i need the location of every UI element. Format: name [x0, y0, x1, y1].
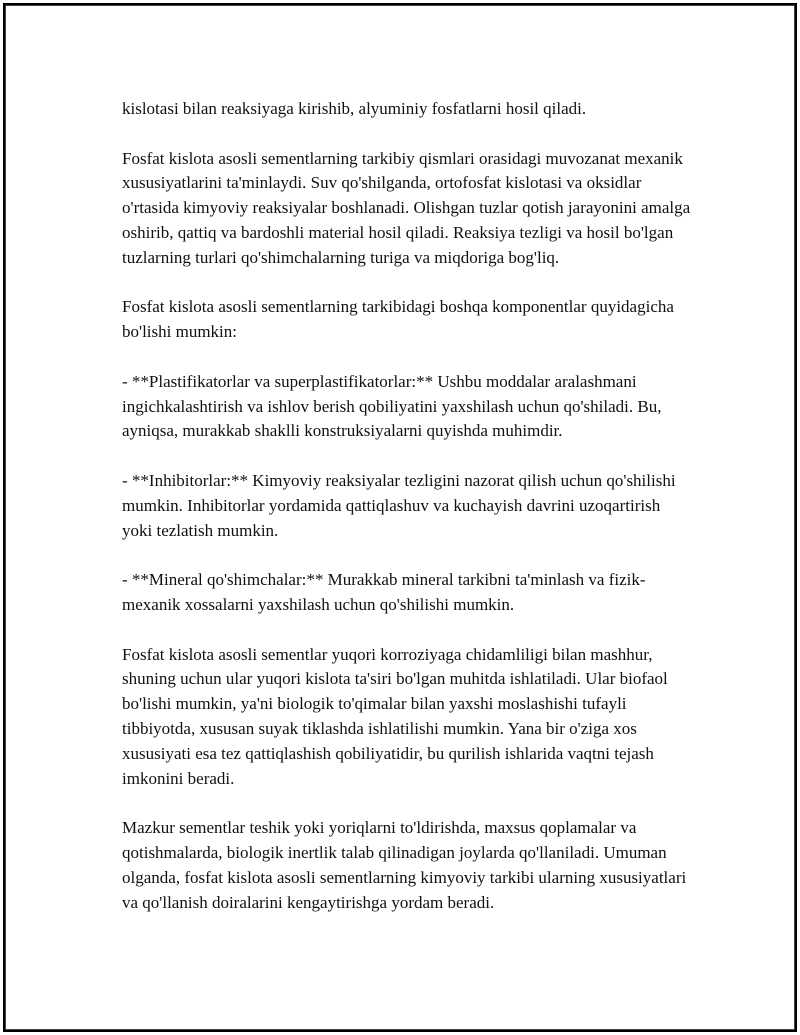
- list-item-mineral-additives: - **Mineral qo'shimchalar:** Murakkab mineral tarkibni ta'minlash va fizik-mexanik xossalarni yaxshilash uchun qo'shilishi mumkin.: [122, 570, 646, 614]
- document-body: [122, 97, 692, 915]
- paragraph-continuation: kislotasi bilan reaksiyaga kirishib, alyuminiy fosfatlarni hosil qiladi.: [122, 99, 587, 118]
- paragraph-reaction-balance: Fosfat kislota asosli sementlarning tarkibiy qismlari orasidagi muvozanat mexanik xususiyatlarini ta'minlaydi. Suv qo'shilganda, ortofosfat kislotasi va oksidlar o'rtasida kimyoviy reaksiyalar boshlanadi. Olishgan tuzlar qotish jarayonini amalga oshirib, qattiq va bardoshli material hosil qiladi. Reaksiya tezligi va hosil bo'lgan tuzlarning turlari qo'shimchalarning turiga va miqdoriga bog'liq.: [122, 148, 691, 267]
- paragraph-components-intro: Fosfat kislota asosli sementlarning tarkibidagi boshqa komponentlar quyidagicha bo'lishi mumkin:: [122, 297, 674, 342]
- page-frame: [3, 3, 797, 1032]
- list-item-inhibitors: - **Inhibitorlar:** Kimyoviy reaksiyalar tezligini nazorat qilish uchun qo'shilishi mumkin. Inhibitorlar yordamida qattiqlashuv va kuchayish davrini uzoqartirish yoki tezlatish mumkin.: [122, 470, 676, 540]
- paragraph-applications: Mazkur sementlar teshik yoki yoriqlarni to'ldirishda, maxsus qoplamalar va qotishmalarda, biologik inertlik talab qilinadigan joylarda qo'llaniladi. Umuman olganda, fosfat kislota asosli sementlarning kimyoviy tarkibi ularning xususiyatlari va qo'llanish doiralarini kengaytirishga yordam beradi.: [122, 818, 687, 912]
- list-item-plasticizers: - **Plastifikatorlar va superplastifikatorlar:** Ushbu moddalar aralashmani ingichkalashtirish va ishlov berish qobiliyatini yaxshilash uchun qo'shiladi. Bu, ayniqsa, murakkab shaklli konstruksiyalarni quyishda muhimdir.: [122, 371, 662, 441]
- paragraph-properties: Fosfat kislota asosli sementlar yuqori korroziyaga chidamliligi bilan mashhur, shuning uchun ular yuqori kislota ta'siri bo'lgan muhitda ishlatiladi. Ular biofaol bo'lishi mumkin, ya'ni biologik to'qimalar bilan yaxshi moslashishi tufayli tibbiyotda, xususan suyak tiklashda ishlatilishi mumkin. Yana bir o'ziga xos xususiyati esa tez qattiqlashish qobiliyatidir, bu qurilish ishlarida vaqtni tejash imkonini beradi.: [122, 644, 668, 788]
